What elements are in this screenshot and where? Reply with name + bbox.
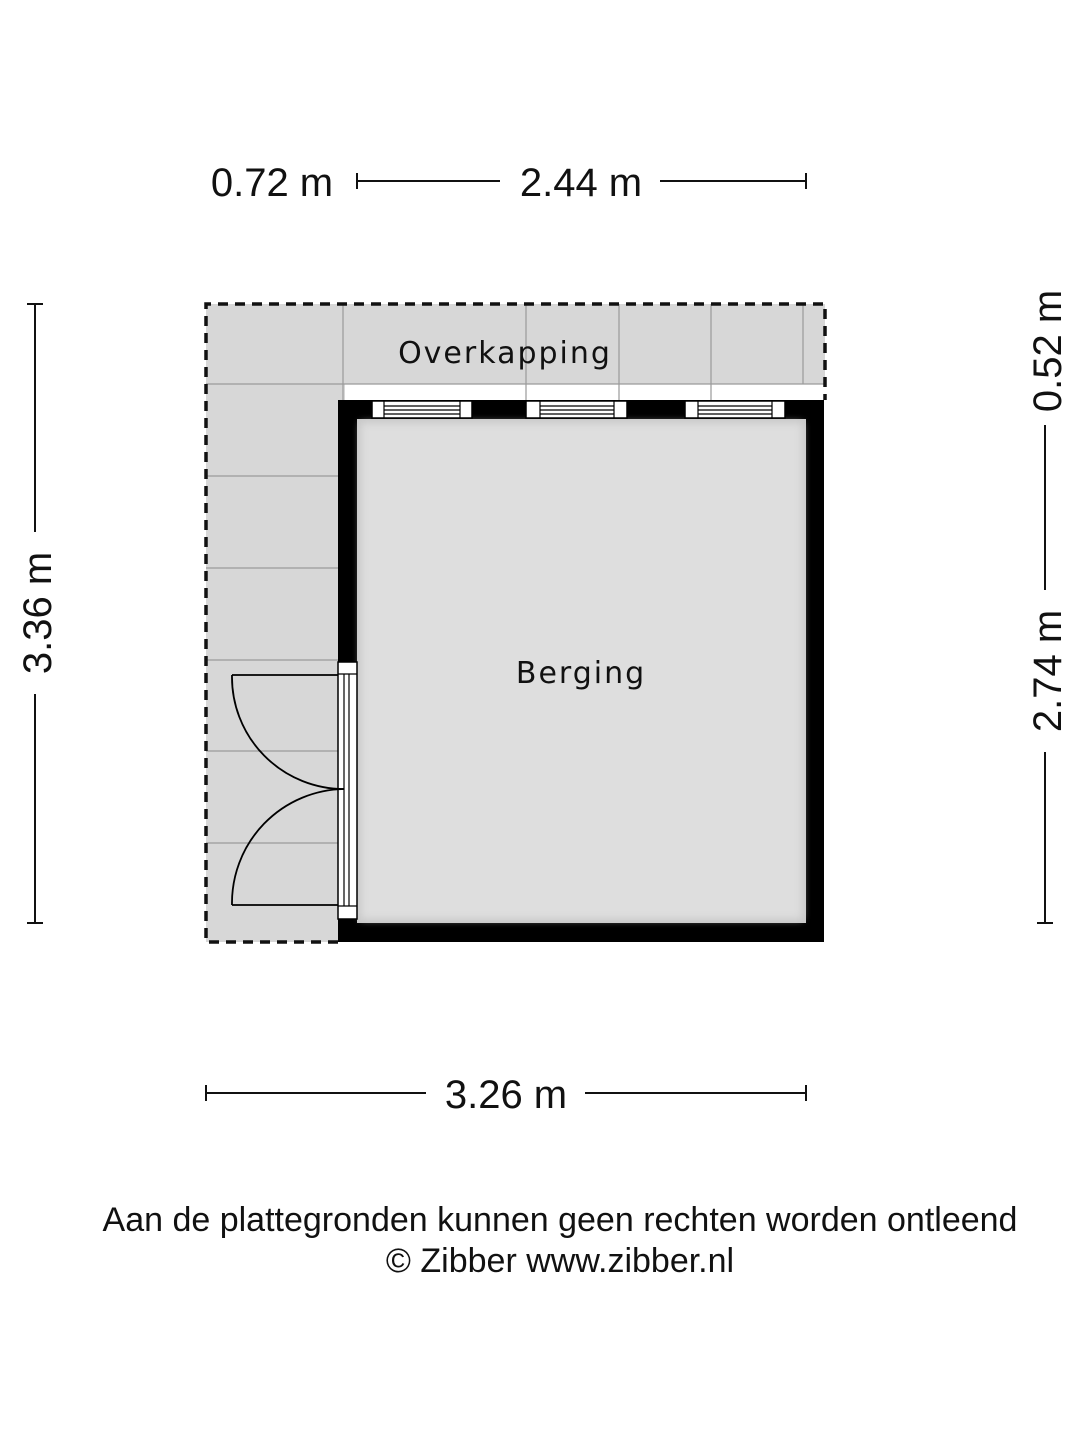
window (685, 401, 785, 418)
dimension-right-upper: 0.52 m (1026, 289, 1070, 413)
window (526, 401, 627, 418)
dimension-top-right: 2.44 m (519, 161, 643, 205)
storage-label: Berging (515, 656, 647, 691)
top-windows (372, 401, 785, 418)
dimension-left: 3.36 m (16, 551, 60, 675)
copyright-text: © Zibber www.zibber.nl (385, 1242, 735, 1280)
dimension-top-left: 0.72 m (210, 161, 334, 205)
disclaimer-text: Aan de plattegronden kunnen geen rechten worden ontleend (102, 1201, 1018, 1239)
canopy-label: Overkapping (398, 336, 612, 371)
dimension-bottom: 3.26 m (444, 1073, 568, 1117)
dimension-right-lower: 2.74 m (1026, 609, 1070, 733)
window (372, 401, 472, 418)
